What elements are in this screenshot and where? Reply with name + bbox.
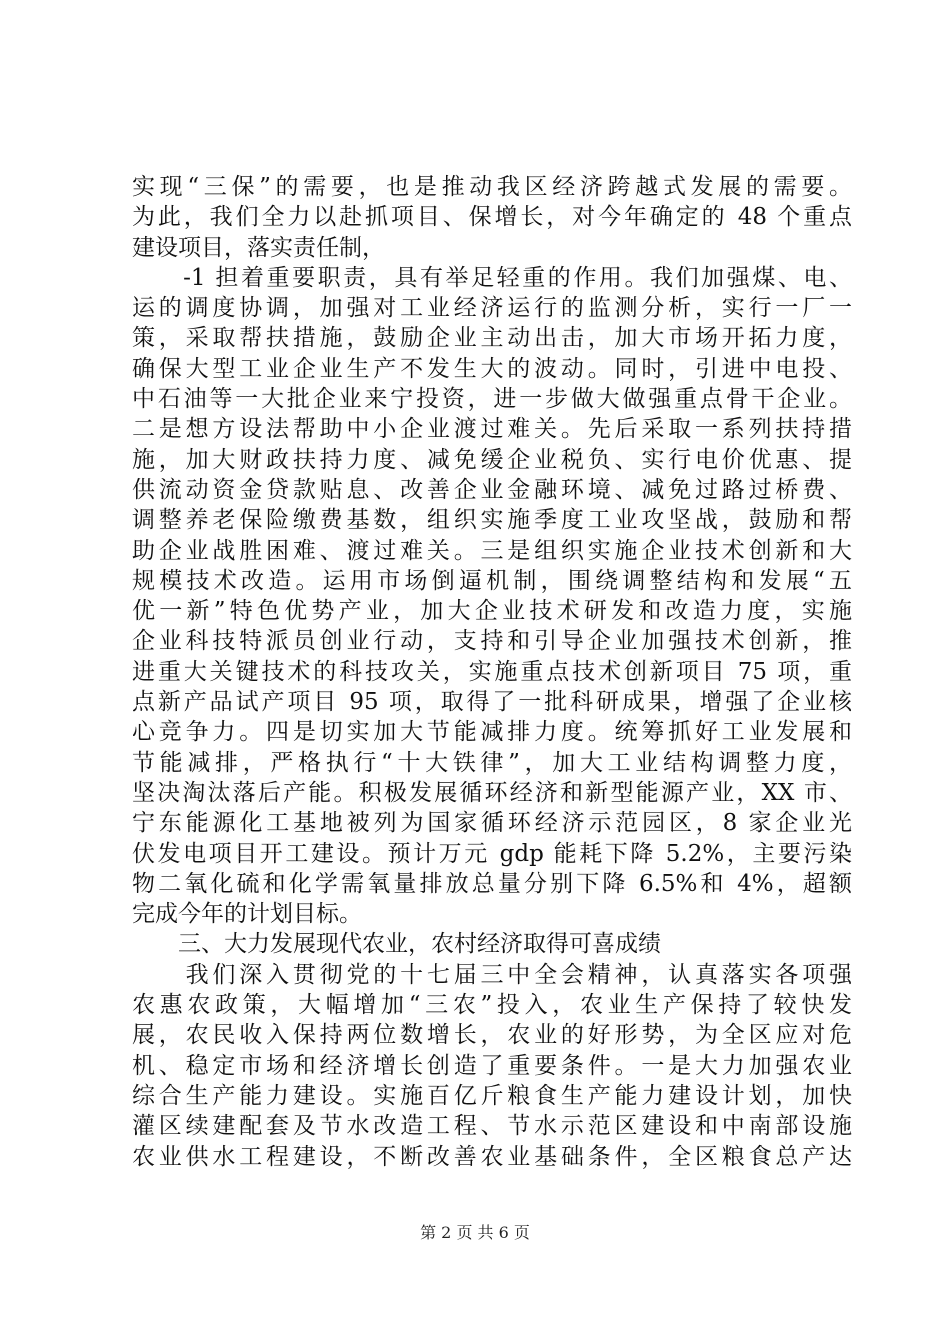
text-line: 供流动资金贷款贴息、改善企业金融环境、减免过路过桥费、 bbox=[132, 476, 852, 503]
text-line: 灌区续建配套及节水改造工程、节水示范区建设和中南部设施 bbox=[132, 1113, 852, 1140]
text-line: 施，加大财政扶持力度、减免缓企业税负、实行电价优惠、提 bbox=[132, 446, 852, 473]
text-line: 调整养老保险缴费基数，组织实施季度工业攻坚战，鼓励和帮 bbox=[132, 507, 852, 534]
text-line: 为此，我们全力以赴抓项目、保增长，对今年确定的 48 个重点 bbox=[132, 204, 852, 231]
text-line: 宁东能源化工基地被列为国家循环经济示范园区，8 家企业光 bbox=[132, 810, 852, 837]
text-line: 进重大关键技术的科技攻关，实施重点技术创新项目 75 项，重 bbox=[132, 658, 852, 685]
text-line: 规模技术改造。运用市场倒逼机制，围绕调整结构和发展“五 bbox=[132, 567, 852, 594]
text-line: 伏发电项目开工建设。预计万元 gdp 能耗下降 5.2%，主要污染 bbox=[132, 840, 852, 867]
text-line: -1 担着重要职责，具有举足轻重的作用。我们加强煤、电、 bbox=[132, 264, 852, 291]
text-line: 建设项目，落实责任制， bbox=[132, 234, 385, 261]
text-line: 农惠农政策，大幅增加“三农”投入，农业生产保持了较快发 bbox=[132, 992, 852, 1019]
text-line: 二是想方设法帮助中小企业渡过难关。先后采取一系列扶持措 bbox=[132, 416, 852, 443]
text-line: 展，农民收入保持两位数增长，农业的好形势，为全区应对危 bbox=[132, 1022, 852, 1049]
text-line: 我们深入贯彻党的十七届三中全会精神，认真落实各项强 bbox=[132, 961, 852, 988]
text-line: 助企业战胜困难、渡过难关。三是组织实施企业技术创新和大 bbox=[132, 537, 852, 564]
text-line: 综合生产能力建设。实施百亿斤粮食生产能力建设计划，加快 bbox=[132, 1082, 852, 1109]
text-line: 机、稳定市场和经济增长创造了重要条件。一是大力加强农业 bbox=[132, 1052, 852, 1079]
text-line: 中石油等一大批企业来宁投资，进一步做大做强重点骨干企业。 bbox=[132, 386, 852, 413]
text-line: 点新产品试产项目 95 项，取得了一批科研成果，增强了企业核 bbox=[132, 689, 852, 716]
text-line: 物二氧化硫和化学需氧量排放总量分别下降 6.5%和 4%，超额 bbox=[132, 870, 852, 897]
text-line: 优一新”特色优势产业，加大企业技术研发和改造力度，实施 bbox=[132, 598, 852, 625]
text-line: 策，采取帮扶措施，鼓励企业主动出击，加大市场开拓力度， bbox=[132, 325, 852, 352]
text-line: 农业供水工程建设，不断改善农业基础条件，全区粮食总产达 bbox=[132, 1143, 852, 1170]
text-line: 节能减排，严格执行“十大铁律”，加大工业结构调整力度， bbox=[132, 749, 852, 776]
text-line: 实现“三保”的需要，也是推动我区经济跨越式发展的需要。 bbox=[132, 174, 852, 200]
text-line: 完成今年的计划目标。 bbox=[132, 901, 362, 928]
page-footer: 第 2 页 共 6 页 bbox=[420, 1223, 530, 1242]
text-line: 企业科技特派员创业行动，支持和引导企业加强技术创新，推 bbox=[132, 628, 852, 655]
text-line: 确保大型工业企业生产不发生大的波动。同时，引进中电投、 bbox=[132, 355, 852, 382]
text-line: 坚决淘汰落后产能。积极发展循环经济和新型能源产业，XX 市、 bbox=[132, 779, 852, 806]
text-line: 运的调度协调，加强对工业经济运行的监测分析，实行一厂一 bbox=[132, 295, 852, 322]
text-line: 心竞争力。四是切实加大节能减排力度。统筹抓好工业发展和 bbox=[132, 719, 852, 746]
text-line: 三、大力发展现代农业，农村经济取得可喜成绩 bbox=[132, 931, 661, 958]
document-body bbox=[132, 172, 852, 1172]
